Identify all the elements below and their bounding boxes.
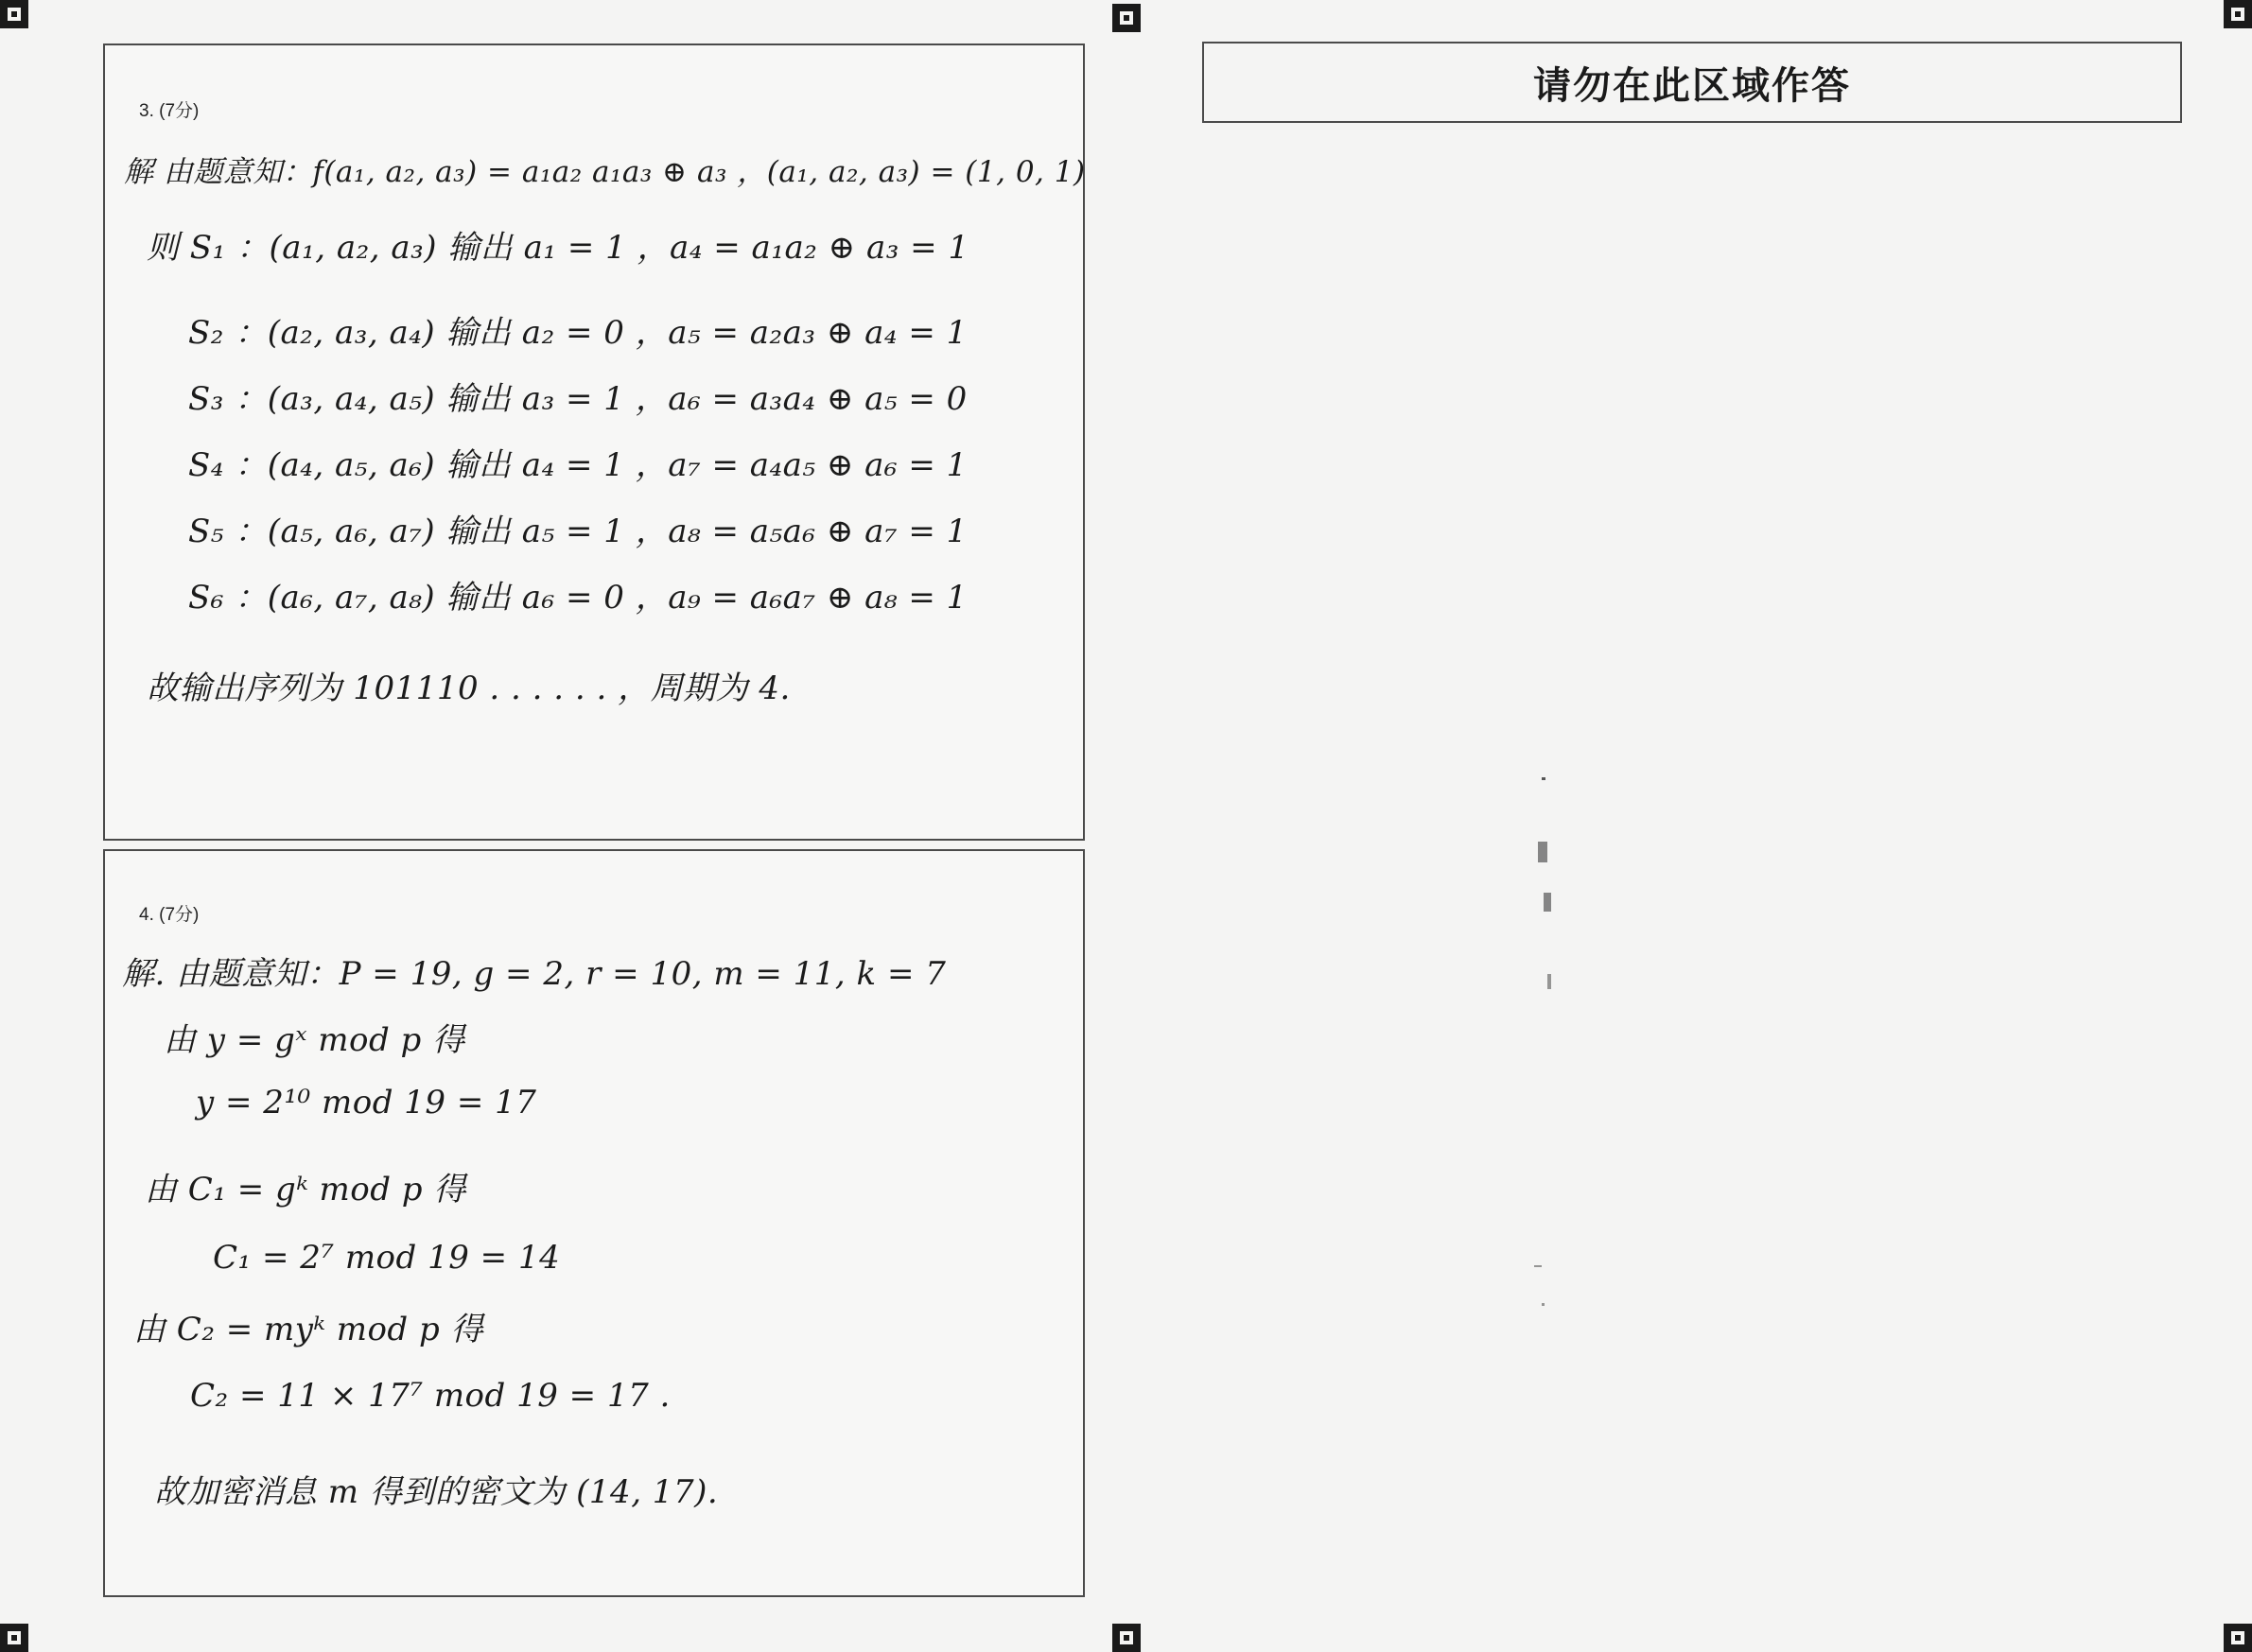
- scan-speck: [1538, 842, 1547, 862]
- question-label-q4: 4. (7分): [139, 905, 200, 925]
- no-answer-zone-banner: [1202, 42, 2182, 123]
- scan-speck: [1542, 1303, 1545, 1306]
- scan-speck: [1542, 777, 1545, 780]
- q3-line-3: S₂ ：(a₂, a₃, a₄) 输出 a₂ = 0 ，a₅ = a₂a₃ ⊕ a₄ = 1: [188, 314, 968, 352]
- corner-marker-top-right: [2224, 0, 2252, 28]
- q4-line-2: 由 y = gˣ mod p 得: [164, 1021, 465, 1059]
- q4-line-6: 由 C₂ = myᵏ mod p 得: [133, 1311, 484, 1348]
- answer-box-q4: [103, 849, 1085, 1597]
- corner-marker-top-left: [0, 0, 28, 28]
- q4-line-3: y = 2¹⁰ mod 19 = 17: [196, 1084, 537, 1122]
- q4-line-5: C₁ = 2⁷ mod 19 = 14: [213, 1239, 561, 1277]
- q3-line-1: 解 由题意知：f(a₁, a₂, a₃) = a₁a₂ a₁a₃ ⊕ a₃ ，(a₁, a₂, a₃) = (1, 0, 1): [124, 155, 1086, 189]
- scan-speck: [1547, 974, 1551, 989]
- corner-marker-top-center: [1112, 4, 1141, 32]
- corner-marker-bottom-right: [2224, 1624, 2252, 1652]
- answer-box-q3: [103, 43, 1085, 841]
- scan-speck: [1544, 893, 1551, 912]
- corner-marker-bottom-center: [1112, 1624, 1141, 1652]
- question-label-q3: 3. (7分): [139, 101, 200, 121]
- q4-line-8: 故加密消息 m 得到的密文为 (14, 17).: [154, 1473, 719, 1511]
- q3-line-5: S₄ ：(a₄, a₅, a₆) 输出 a₄ = 1 ，a₇ = a₄a₅ ⊕ a₆ = 1: [188, 446, 968, 484]
- q3-line-8: 故输出序列为 101110 . . . . . . ，周期为 4.: [147, 669, 791, 707]
- q3-line-2: 则 S₁ ：(a₁, a₂, a₃) 输出 a₁ = 1 ，a₄ = a₁a₂ ⊕ a₃ = 1: [147, 229, 969, 267]
- q4-line-7: C₂ = 11 × 17⁷ mod 19 = 17 .: [190, 1377, 671, 1415]
- q4-line-1: 解. 由题意知：P = 19, g = 2, r = 10, m = 11, k = 7: [122, 955, 947, 993]
- q4-line-4: 由 C₁ = gᵏ mod p 得: [145, 1171, 466, 1209]
- q3-line-6: S₅ ：(a₅, a₆, a₇) 输出 a₅ = 1 ，a₈ = a₅a₆ ⊕ a₇ = 1: [188, 513, 968, 550]
- corner-marker-bottom-left: [0, 1624, 28, 1652]
- q3-line-7: S₆ ：(a₆, a₇, a₈) 输出 a₆ = 0 ，a₉ = a₆a₇ ⊕ a₈ = 1: [188, 579, 968, 617]
- no-answer-zone-text: 请勿在此区域作答: [1533, 63, 1851, 108]
- q3-line-4: S₃ ：(a₃, a₄, a₅) 输出 a₃ = 1 ，a₆ = a₃a₄ ⊕ a₅ = 0: [188, 380, 968, 418]
- scan-speck: [1534, 1265, 1542, 1267]
